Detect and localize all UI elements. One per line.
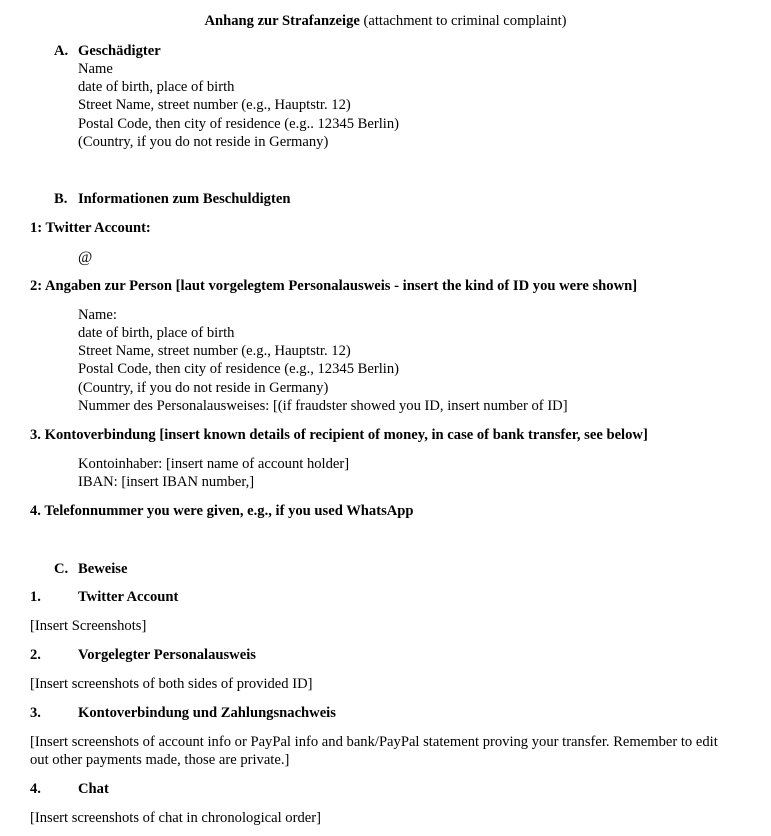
evidence-item-text: [Insert Screenshots] bbox=[30, 618, 147, 634]
evidence-item-number: 4. bbox=[30, 781, 41, 797]
section-b-heading: Informationen zum Beschuldigten bbox=[78, 191, 291, 207]
evidence-item-text: [Insert screenshots of chat in chronological order] bbox=[30, 810, 321, 826]
person-details-line: Postal Code, then city of residence (e.g., 12345 Berlin) bbox=[78, 361, 399, 377]
person-details-line: (Country, if you do not reside in Germany) bbox=[78, 380, 329, 396]
twitter-account-heading: 1: Twitter Account: bbox=[30, 220, 151, 236]
section-a-line: Name bbox=[78, 61, 113, 77]
person-details-line: Name: bbox=[78, 307, 117, 323]
section-a-heading: Geschädigter bbox=[78, 43, 161, 59]
section-a-line: Street Name, street number (e.g., Hauptstr. 12) bbox=[78, 97, 351, 113]
evidence-item-text: [Insert screenshots of both sides of provided ID] bbox=[30, 676, 313, 692]
section-c-letter: C. bbox=[54, 561, 69, 577]
title-rest: (attachment to criminal complaint) bbox=[359, 13, 567, 29]
evidence-item-heading: Chat bbox=[78, 781, 109, 797]
evidence-item-number: 3. bbox=[30, 705, 41, 721]
section-b-letter: B. bbox=[54, 191, 68, 207]
person-details-heading: 2: Angaben zur Person [laut vorgelegtem Personalausweis - insert the kind of ID you were shown] bbox=[30, 278, 638, 294]
bank-details-heading: 3. Kontoverbindung [insert known details of recipient of money, in case of bank transfer, see below] bbox=[30, 427, 648, 443]
person-details-line: Nummer des Personalausweises: [(if fraudster showed you ID, insert number of ID] bbox=[78, 398, 568, 414]
evidence-item-number: 1. bbox=[30, 589, 41, 605]
evidence-item-number: 2. bbox=[30, 647, 41, 663]
evidence-item-heading: Kontoverbindung und Zahlungsnachweis bbox=[78, 705, 336, 721]
twitter-handle: @ bbox=[78, 249, 93, 266]
section-a-letter: A. bbox=[54, 43, 69, 59]
evidence-item-heading: Twitter Account bbox=[78, 589, 179, 605]
bank-details-line: IBAN: [insert IBAN number,] bbox=[78, 474, 255, 490]
evidence-item-text: out other payments made, those are private.] bbox=[30, 752, 290, 768]
section-a-line: Postal Code, then city of residence (e.g.. 12345 Berlin) bbox=[78, 116, 399, 132]
person-details-line: Street Name, street number (e.g., Hauptstr. 12) bbox=[78, 343, 351, 359]
bank-details-line: Kontoinhaber: [insert name of account holder] bbox=[78, 456, 350, 472]
phone-number-heading: 4. Telefonnummer you were given, e.g., if you used WhatsApp bbox=[30, 503, 414, 519]
section-c-heading: Beweise bbox=[78, 561, 128, 577]
evidence-item-text: [Insert screenshots of account info or PayPal info and bank/PayPal statement proving your transfer. Remember to edit bbox=[30, 734, 718, 750]
document-title bbox=[0, 12, 771, 30]
evidence-item-heading: Vorgelegter Personalausweis bbox=[78, 647, 256, 663]
section-a-line: (Country, if you do not reside in Germany) bbox=[78, 134, 329, 150]
title-bold: Anhang zur Strafanzeige bbox=[204, 13, 360, 29]
person-details-line: date of birth, place of birth bbox=[78, 325, 235, 341]
section-a-line: date of birth, place of birth bbox=[78, 79, 235, 95]
